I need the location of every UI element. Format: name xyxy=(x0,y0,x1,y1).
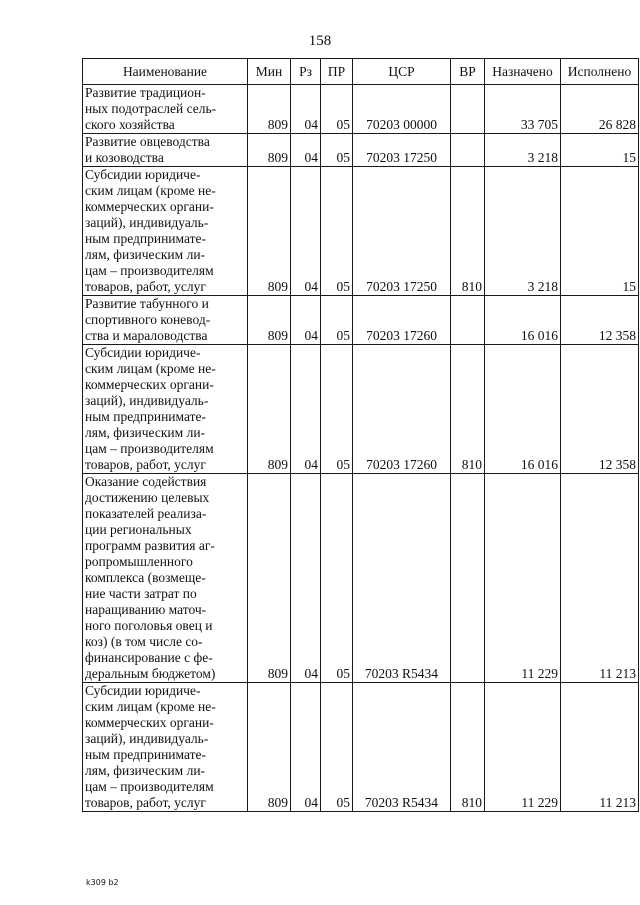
page-number: 158 xyxy=(308,33,332,49)
cell-rz: 04 xyxy=(291,683,321,812)
cell-min: 809 xyxy=(248,345,291,474)
cell-executed: 12 358 xyxy=(561,296,639,345)
column-header-vr: ВР xyxy=(451,59,485,85)
cell-name xyxy=(83,683,248,812)
cell-name xyxy=(83,85,248,134)
cell-vr xyxy=(451,134,485,167)
name-line: лям, физическим ли- xyxy=(85,247,206,262)
cell-min: 809 xyxy=(248,296,291,345)
name-line: комплекса (возмеще- xyxy=(85,570,206,585)
budget-table xyxy=(82,58,639,812)
cell-assigned: 3 218 xyxy=(485,134,561,167)
cell-executed: 11 213 xyxy=(561,683,639,812)
name-line: коммерческих органи- xyxy=(85,715,214,730)
name-line: лям, физическим ли- xyxy=(85,425,206,440)
cell-pr: 05 xyxy=(321,683,353,812)
cell-vr xyxy=(451,85,485,134)
name-line: ропромышленного xyxy=(85,554,193,569)
cell-pr: 05 xyxy=(321,167,353,296)
column-header-name: Наименование xyxy=(83,59,248,85)
cell-min: 809 xyxy=(248,85,291,134)
cell-csr: 70203 00000 xyxy=(353,85,451,134)
cell-vr: 810 xyxy=(451,167,485,296)
cell-executed: 12 358 xyxy=(561,345,639,474)
footer-code: k309 b2 xyxy=(86,878,119,887)
cell-assigned: 11 229 xyxy=(485,683,561,812)
name-line: цам – производителям xyxy=(85,441,214,456)
table-body xyxy=(83,85,639,812)
name-line: товаров, работ, услуг xyxy=(85,279,206,294)
name-line: ции региональных xyxy=(85,522,192,537)
name-line: ского хозяйства xyxy=(85,117,175,132)
cell-vr: 810 xyxy=(451,345,485,474)
table-row xyxy=(83,345,639,474)
name-line: коммерческих органи- xyxy=(85,199,214,214)
name-line: Развитие традицион- xyxy=(85,85,206,100)
cell-assigned: 33 705 xyxy=(485,85,561,134)
name-line: ным предпринимате- xyxy=(85,747,206,762)
cell-assigned: 16 016 xyxy=(485,296,561,345)
cell-vr xyxy=(451,296,485,345)
name-line: товаров, работ, услуг xyxy=(85,795,206,810)
cell-pr: 05 xyxy=(321,134,353,167)
cell-name xyxy=(83,167,248,296)
name-line: ским лицам (кроме не- xyxy=(85,699,216,714)
cell-pr: 05 xyxy=(321,85,353,134)
table-row xyxy=(83,134,639,167)
name-line: коз) (в том числе со- xyxy=(85,634,203,649)
cell-min: 809 xyxy=(248,167,291,296)
name-line: цам – производителям xyxy=(85,263,214,278)
cell-assigned: 3 218 xyxy=(485,167,561,296)
cell-vr xyxy=(451,474,485,683)
table-row xyxy=(83,683,639,812)
name-line: Оказание содействия xyxy=(85,474,207,489)
cell-rz: 04 xyxy=(291,85,321,134)
cell-rz: 04 xyxy=(291,296,321,345)
name-line: программ развития аг- xyxy=(85,538,215,553)
name-line: деральным бюджетом) xyxy=(85,666,216,681)
cell-executed: 15 xyxy=(561,134,639,167)
name-line: заций), индивидуаль- xyxy=(85,731,209,746)
name-line: наращиванию маточ- xyxy=(85,602,207,617)
name-line: ным предпринимате- xyxy=(85,409,206,424)
cell-min: 809 xyxy=(248,683,291,812)
column-header-executed: Исполнено xyxy=(561,59,639,85)
cell-min: 809 xyxy=(248,134,291,167)
column-header-assigned: Назначено xyxy=(485,59,561,85)
name-line: спортивного коневод- xyxy=(85,312,211,327)
name-line: лям, физическим ли- xyxy=(85,763,206,778)
cell-assigned: 16 016 xyxy=(485,345,561,474)
table-row xyxy=(83,474,639,683)
cell-csr: 70203 R5434 xyxy=(353,474,451,683)
name-line: ским лицам (кроме не- xyxy=(85,361,216,376)
column-header-csr: ЦСР xyxy=(353,59,451,85)
table-row xyxy=(83,167,639,296)
name-line: финансирование с фе- xyxy=(85,650,213,665)
cell-rz: 04 xyxy=(291,167,321,296)
name-line: ных подотраслей сель- xyxy=(85,101,217,116)
name-line: ским лицам (кроме не- xyxy=(85,183,216,198)
column-header-min: Мин xyxy=(248,59,291,85)
table-header-row xyxy=(83,59,639,85)
cell-csr: 70203 17260 xyxy=(353,345,451,474)
name-line: коммерческих органи- xyxy=(85,377,214,392)
cell-csr: 70203 17250 xyxy=(353,134,451,167)
cell-pr: 05 xyxy=(321,474,353,683)
cell-csr: 70203 R5434 xyxy=(353,683,451,812)
name-line: заций), индивидуаль- xyxy=(85,393,209,408)
cell-executed: 26 828 xyxy=(561,85,639,134)
name-line: Развитие овцеводства xyxy=(85,134,210,149)
name-line: Развитие табунного и xyxy=(85,296,209,311)
name-line: цам – производителям xyxy=(85,779,214,794)
cell-pr: 05 xyxy=(321,345,353,474)
column-header-rz: Рз xyxy=(291,59,321,85)
cell-name xyxy=(83,345,248,474)
name-line: ние части затрат по xyxy=(85,586,197,601)
cell-name xyxy=(83,134,248,167)
cell-min: 809 xyxy=(248,474,291,683)
cell-csr: 70203 17250 xyxy=(353,167,451,296)
cell-executed: 15 xyxy=(561,167,639,296)
name-line: и козоводства xyxy=(85,150,164,165)
name-line: достижению целевых xyxy=(85,490,210,505)
cell-pr: 05 xyxy=(321,296,353,345)
cell-csr: 70203 17260 xyxy=(353,296,451,345)
name-line: ным предпринимате- xyxy=(85,231,206,246)
name-line: показателей реализа- xyxy=(85,506,207,521)
cell-name xyxy=(83,474,248,683)
table-row xyxy=(83,296,639,345)
cell-executed: 11 213 xyxy=(561,474,639,683)
name-line: Субсидии юридиче- xyxy=(85,345,201,360)
cell-rz: 04 xyxy=(291,345,321,474)
cell-name xyxy=(83,296,248,345)
table-row xyxy=(83,85,639,134)
name-line: заций), индивидуаль- xyxy=(85,215,209,230)
name-line: ного поголовья овец и xyxy=(85,618,213,633)
name-line: Субсидии юридиче- xyxy=(85,683,201,698)
name-line: Субсидии юридиче- xyxy=(85,167,201,182)
name-line: ства и мараловодства xyxy=(85,328,208,343)
cell-assigned: 11 229 xyxy=(485,474,561,683)
cell-rz: 04 xyxy=(291,474,321,683)
name-line: товаров, работ, услуг xyxy=(85,457,206,472)
column-header-pr: ПР xyxy=(321,59,353,85)
cell-vr: 810 xyxy=(451,683,485,812)
cell-rz: 04 xyxy=(291,134,321,167)
